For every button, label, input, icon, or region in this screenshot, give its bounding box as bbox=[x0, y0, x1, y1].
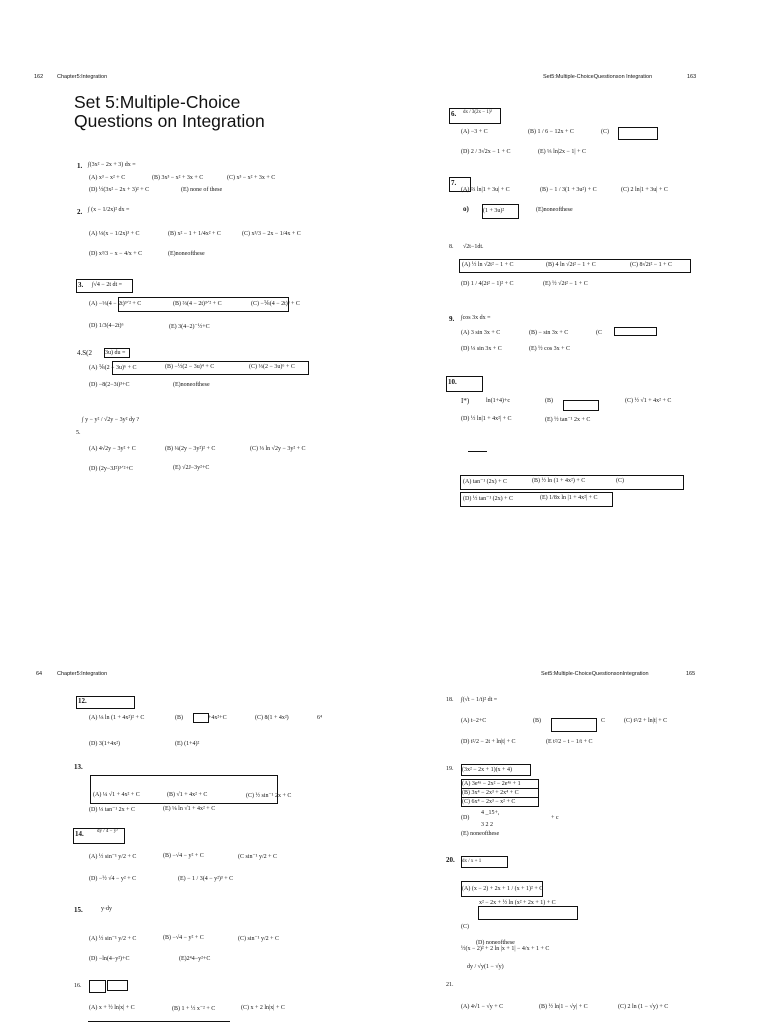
question-stem: ∫ y − y² / √2y − 3y² dy ? bbox=[82, 417, 140, 423]
answer-box bbox=[563, 400, 599, 411]
choice-e: ½(x − 2)² + 2 ln |x + 1| − 4/x + 1 + C bbox=[461, 946, 550, 952]
choice-a: (A) 4√1 − √y + C bbox=[461, 1004, 504, 1010]
question-number: 9. bbox=[449, 315, 455, 323]
question-stem: y·dy bbox=[101, 906, 112, 912]
choice-b: (B) ½ ln (1 + 4x²) + C bbox=[532, 478, 586, 484]
choice-d: (D) bbox=[461, 815, 470, 821]
question-number: 12. bbox=[78, 697, 87, 705]
choice-d: (D) ⅓ tan⁻¹ 2x + C bbox=[89, 807, 136, 813]
choice-a: (A) 4√2y − 3y² + C bbox=[89, 446, 136, 452]
choice-a: (A) (x − 2) + 2x + 1 / (x + 1)² + C bbox=[461, 881, 543, 897]
choice-e: (E) ⅛ ln √1 + 4x² + C bbox=[163, 806, 216, 812]
question-number: 19. bbox=[446, 766, 454, 772]
choice-c: (C) bbox=[616, 478, 624, 484]
choice-c: (C sin⁻¹ y/2 + C bbox=[238, 854, 278, 860]
choice-c: (C) t²/2 + ln|t| + C bbox=[624, 718, 668, 724]
choice-a-text: ln(1+4)+c bbox=[486, 398, 511, 404]
choice-b: (B) x² − 1 + 1/4x² + C bbox=[168, 231, 221, 237]
choice-a: (A) ½ ln √2t² − 1 + C bbox=[462, 262, 514, 268]
choice-d: (D) −8(2−3i)³+C bbox=[89, 382, 130, 388]
choice-e: (E)2⁴4−y²+C bbox=[179, 956, 211, 962]
choice-e: (E) 1/8x ln |1 + 4x²| + C bbox=[540, 495, 598, 501]
choice-e: (E) none of these bbox=[181, 187, 223, 193]
question-stem: ∫(3x² − 2x + 3) dx = bbox=[88, 162, 136, 168]
question-number: 6. bbox=[451, 110, 457, 118]
choice-b: (B) −√4 − y² + C bbox=[163, 853, 204, 859]
choice-d: (D) 3(1+4x²) bbox=[89, 741, 121, 747]
question-stem: ∫ (x − 1/2x)² dx = bbox=[88, 207, 130, 213]
choice-c: (C) 2 ln (1 − √y) + C bbox=[618, 1004, 669, 1010]
choice-a: (A) x³ − x² + C bbox=[89, 175, 126, 181]
question-number: 15. bbox=[74, 906, 83, 914]
page-title-line1: Set 5:Multiple-Choice bbox=[74, 92, 241, 112]
choice-c: (C) x + 2 ln|x| + C bbox=[241, 1005, 285, 1011]
choice-c: (C) x³ − x² + 3x + C bbox=[227, 175, 276, 181]
answer-box bbox=[614, 327, 657, 336]
question-number: 10. bbox=[448, 378, 457, 386]
choice-b: (B) bbox=[533, 718, 541, 724]
choice-d: (D) 1/3(4−2t)⁶ bbox=[89, 323, 124, 329]
answer-box bbox=[90, 775, 278, 804]
answer-box-edge bbox=[88, 1021, 230, 1022]
choice-d: o) bbox=[463, 205, 469, 213]
choice-a: (A) ½ sin⁻¹ y/2 + C bbox=[89, 854, 137, 860]
choice-a: (A) tan⁻¹ (2x) + C bbox=[463, 479, 508, 485]
choice-e: (E) ½ cos 3x + C bbox=[529, 346, 571, 352]
choice-c: (C) bbox=[601, 129, 609, 135]
question-box bbox=[89, 980, 106, 993]
choice-e: (E) − 1 / 3(4 − y²)³ + C bbox=[178, 876, 234, 882]
choice-d: (D) ½ ln|1 + 4x²| + C bbox=[461, 416, 512, 422]
choice-c: (C) −⅙(4 − 2t)³ + C bbox=[251, 301, 300, 307]
divider bbox=[468, 451, 487, 452]
choice-d: (D) −ln(4−y²)+C bbox=[89, 956, 130, 962]
choice-d-text: 4 _15+, bbox=[481, 810, 500, 816]
choice-c: (C) ½ √1 + 4x² + C bbox=[625, 398, 672, 404]
choice-a: (A) ⅛ ln (1 + 4x²)² + C bbox=[89, 715, 145, 721]
choice-d: (D) 1 / 4(2t² − 1)² + C bbox=[461, 281, 514, 287]
question-number: 18. bbox=[446, 697, 454, 703]
choice-a: (A) 3 sin 3x + C bbox=[461, 330, 501, 336]
chapter-label-left: Chapter5:Integration bbox=[57, 671, 108, 677]
choice-e: (E)noneofthese bbox=[536, 207, 573, 213]
choice-c: (C) ⅓(2 − 3u)⁶ + C bbox=[249, 364, 295, 370]
choice-b: (B) 1 / 6 − 12x + C bbox=[528, 129, 574, 135]
question-number: 16. bbox=[74, 983, 82, 989]
question-number: 2. bbox=[77, 208, 83, 216]
choice-b: (B) 3x³ − x² + 3x + C bbox=[152, 175, 204, 181]
choice-b: (B) 3x⁴ − 2x³ + 2x⁴ + C bbox=[461, 788, 539, 798]
chapter-label-left: Chapter5:Integration bbox=[57, 74, 108, 80]
question-stem: ∫cos 3x dx = bbox=[461, 315, 491, 321]
choice-c: (C bbox=[596, 330, 602, 336]
choice-a: (A) ⅙(2 − 3u)⁶ + C bbox=[89, 365, 137, 371]
choice-c: (C) sin⁻¹ y/2 + C bbox=[238, 936, 280, 942]
choice-a: (A) ⅔ ln|1 + 3u| + C bbox=[461, 187, 510, 193]
choice-b-tail: C bbox=[601, 718, 606, 724]
choice-d: (D) x³/3 − x − 4/x + C bbox=[89, 251, 143, 257]
choice-e: (E) (1+4)² bbox=[175, 741, 200, 747]
question-stem: dy / 4 − y² bbox=[97, 829, 118, 834]
choice-a: (A) −⅓(4 − 2t)³ᐟ² + C bbox=[89, 301, 142, 307]
choice-a: (A) ¼ √1 + 4x² + C bbox=[93, 792, 140, 798]
answer-box bbox=[551, 718, 597, 732]
question-box-2 bbox=[107, 980, 128, 991]
choice-b: (B) − sin 3x + C bbox=[529, 330, 569, 336]
choice-d-tail: + c bbox=[551, 815, 559, 821]
question-number: 7. bbox=[451, 179, 457, 187]
question-number: 1. bbox=[77, 162, 83, 170]
answer-box: (1 + 3u)² bbox=[482, 204, 519, 219]
answer-box bbox=[193, 713, 209, 723]
answer-box bbox=[478, 906, 578, 920]
question-number: 20. bbox=[446, 856, 455, 864]
page-number-left: 162 bbox=[34, 74, 44, 80]
choice-c: (C) ⅓ ln √2y − 3y² + C bbox=[250, 446, 306, 452]
choice-e: (E) √2J−3y²+C bbox=[173, 465, 210, 471]
choice-b: x² − 2x + ½ ln (x² + 2x + 1) + C bbox=[479, 900, 556, 906]
choice-b: (B) ¼(2y − 3y²)² + C bbox=[165, 446, 216, 452]
question-stem: ∫(√t − 1/t)² dt = bbox=[461, 697, 498, 703]
choice-b: (B) ½ ln|1 − √y| + C bbox=[539, 1004, 588, 1010]
choice-c: (C) ½ sin⁻¹ 2x + C bbox=[246, 793, 292, 799]
choice-d: (D) ⅓ sin 3x + C bbox=[461, 346, 502, 352]
choice-d: (D) t²/2 − 2t + ln|t| + C bbox=[461, 739, 516, 745]
question-number: 4.S(2 bbox=[77, 349, 92, 357]
page-number-right: 165 bbox=[686, 671, 696, 677]
choice-d-line2: 3 2 2 bbox=[481, 822, 493, 828]
choice-d: (D) noneofthese bbox=[476, 940, 515, 946]
answer-box bbox=[618, 127, 658, 140]
choice-a: (A) t−2+C bbox=[461, 718, 487, 724]
choice-a: (A) ½ sin⁻¹ y/2 + C bbox=[89, 936, 137, 942]
choice-e: (E)noneofthese bbox=[173, 382, 210, 388]
question-box: 3u) du = bbox=[104, 348, 130, 358]
choice-a: (A) x + ½ ln|x| + C bbox=[89, 1005, 135, 1011]
choice-d: (D) 2 / 3√2x − 1 + C bbox=[461, 149, 511, 155]
choice-c: (C) 8√2t² − 1 + C bbox=[630, 262, 673, 268]
section-label-right: Set5:Multiple-ChoiceQuestionsonIntegration bbox=[541, 671, 649, 677]
section-label-right: Set5:Multiple-ChoiceQuestionson Integration bbox=[543, 74, 653, 80]
choice-c: (C) 2 ln|1 + 3u| + C bbox=[621, 187, 668, 193]
choice-b: (B) −√4 − y² + C bbox=[163, 935, 204, 941]
question-stem: √2t−1dt. bbox=[463, 244, 484, 250]
choice-d: (D) ½(3x² − 2x + 3)² + C bbox=[89, 187, 150, 193]
choice-a: (A) 3e⁴ᵃ − 2x² − 2e⁴ᵃ + 1 bbox=[461, 779, 539, 789]
choice-e: (E t²/2 − t − 1/t + C bbox=[546, 739, 593, 745]
choice-b: (B) √1 + 4x² + C bbox=[167, 792, 208, 798]
choice-d: (D) (2y−3J²)³ᐟ²+C bbox=[89, 466, 133, 472]
choice-b: (B) −½(2 − 3u)⁴ + C bbox=[165, 364, 215, 370]
choice-b: (B) bbox=[545, 398, 553, 404]
question-stem: ∫√4 − 2t dt = bbox=[92, 282, 123, 288]
choice-b: (B) bbox=[175, 715, 183, 721]
choice-a: (A) ⅓(x − 1/2x)³ + C bbox=[89, 231, 140, 237]
question-box: (3x² − 2x + 1)(x + 4) bbox=[461, 764, 531, 776]
choice-b: (B) 4 ln √2t² − 1 + C bbox=[546, 262, 596, 268]
page-number-right: 163 bbox=[687, 74, 697, 80]
choice-a: I*) bbox=[461, 397, 470, 405]
choice-a: (A) −3 + C bbox=[461, 129, 488, 135]
choice-e: (E)noneofthese bbox=[168, 251, 205, 257]
question-number: 13. bbox=[74, 763, 83, 771]
question-number: 8. bbox=[449, 244, 454, 250]
choice-d: (D) ½ tan⁻¹ (2x) + C bbox=[463, 496, 514, 502]
page-number-left: 64 bbox=[36, 671, 43, 677]
choice-c-tail: 6⁴ bbox=[317, 715, 323, 721]
choice-e: (E) ½ √2t² − 1 + C bbox=[543, 281, 588, 287]
question-stem: dx / 3(2x − 1)² bbox=[463, 110, 493, 115]
choice-e: (E) ⅓ ln|2x − 1| + C bbox=[538, 149, 586, 155]
question-number: 14. bbox=[75, 830, 84, 838]
question-21-stem: dy / √y(1 − √y) bbox=[467, 964, 504, 970]
question-box: dx / x + 1 bbox=[461, 856, 508, 868]
choice-c: (C) x³/3 − 2x − 1/4x + C bbox=[242, 231, 301, 237]
question-number: 21. bbox=[446, 982, 454, 988]
question-number: 5. bbox=[76, 430, 81, 436]
choice-d: (D) −½ √4 − y² + C bbox=[89, 876, 137, 882]
choice-b: (B) − 1 / 3(1 + 3u²) + C bbox=[540, 187, 597, 193]
choice-c: (C) bbox=[461, 924, 469, 930]
choice-c: (C) 6x⁴ − 2x³ − x² + C bbox=[461, 797, 539, 807]
choice-e: (E) ½ tan⁻¹ 2x + C bbox=[545, 417, 591, 423]
choice-b: (B) 1 + ½ x⁻² + C bbox=[172, 1006, 216, 1012]
choice-e: (E) 3(4−2)⁻½+C bbox=[169, 324, 210, 330]
choice-b-text: +4x²+C bbox=[208, 715, 227, 721]
page-title-line2: Questions on Integration bbox=[74, 111, 265, 131]
choice-c: (C) 8(1 + 4x²) bbox=[255, 715, 289, 721]
question-number: 3. bbox=[78, 281, 84, 289]
choice-e: (E) noneofthese bbox=[461, 831, 500, 837]
choice-b: (B) ⅔(4 − 2t)³ᐟ² + C bbox=[173, 301, 222, 307]
